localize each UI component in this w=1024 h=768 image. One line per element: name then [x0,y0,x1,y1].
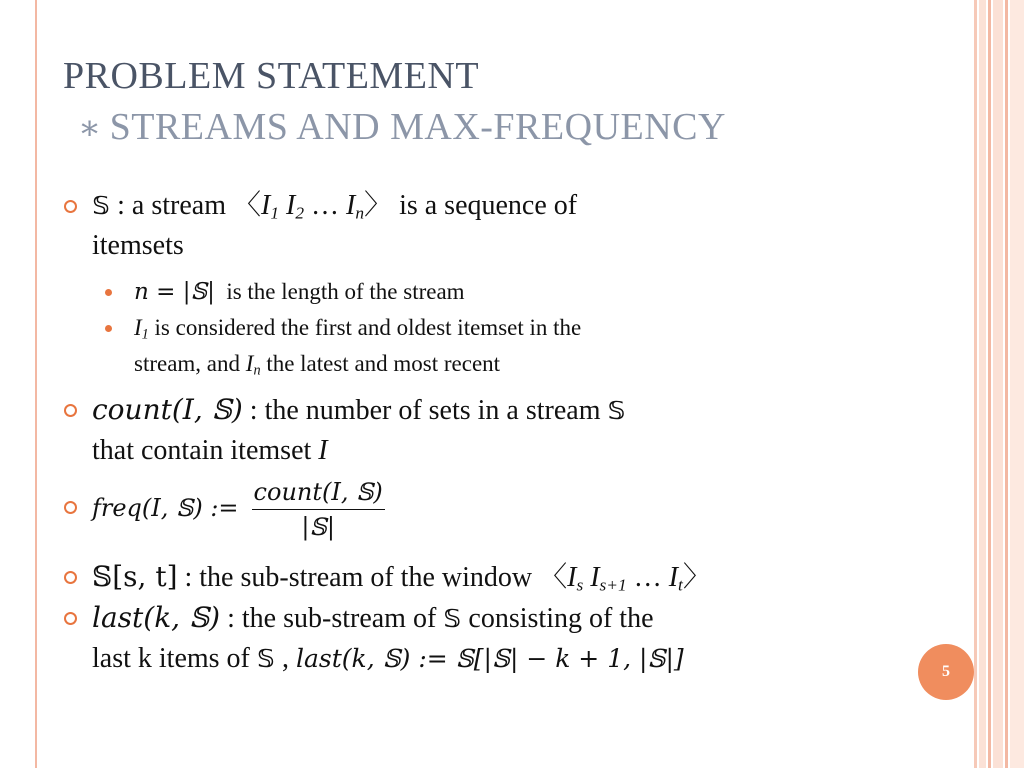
text: : the sub-stream of [227,603,437,634]
dot-bullet-icon [105,289,112,296]
math-freq-lhs: freq(I, 𝕊) := [92,493,239,522]
text: : the sub-stream of the window [184,562,533,593]
text: : a stream [117,190,226,221]
math-substream: 𝕊[s, t] [92,560,178,593]
right-decorative-stripes [974,0,1024,768]
text: last k items of [92,643,250,674]
left-border-line [35,0,37,768]
page-number-badge: 5 [918,644,974,700]
slide-subtitle [78,106,726,150]
asterisk-icon: ∗ [78,110,102,147]
sub-bullet-length [62,274,882,310]
circle-bullet-icon [64,501,77,514]
math-window-sequence: 〈$I_s$ $I_{s+1}$ … $I_t$〉 [539,562,711,595]
math-last: last(k, 𝕊) [92,601,221,634]
text: is the length of the stream [226,279,465,304]
bullet-substream-window [62,557,882,598]
text: stream, and [134,351,241,376]
slide-body [62,186,882,679]
bullet-count-definition: count(I, 𝕊) : the number of sets in a stream 𝕊 that contain itemset I [62,390,882,471]
text: that contain itemset [92,435,312,466]
bullet-freq-definition [62,477,882,549]
bullet-stream-definition [62,186,882,266]
slide-title: PROBLEM STATEMENT [63,55,480,97]
text: is a sequence of [399,190,578,221]
subtitle-text: STREAMS AND MAX-FREQUENCY [109,106,726,148]
math-n-equals-abs-S: n = |𝕊| [134,279,215,305]
text: the latest and most recent [266,351,501,376]
circle-bullet-icon [64,571,77,584]
math-freq-fraction: $\frac{\text{count(I, 𝕊)}}{\text{|𝕊|}}$ [253,478,383,541]
text: itemsets [92,230,184,261]
circle-bullet-icon [64,612,77,625]
sub-bullet-first-latest: $I_1$ is considered the first and oldest itemset in the stream, and $I_n$ the latest and most recent [62,310,882,382]
dot-bullet-icon [105,325,112,332]
math-last-definition: last(k, 𝕊) := 𝕊[|𝕊| − k + 1, |𝕊|] [296,644,684,673]
bullet-last-k-items: last(k, 𝕊) : the sub-stream of 𝕊 consisting of the last k items of 𝕊 , last(k, 𝕊) := 𝕊[|𝕊| − k + 1, |𝕊|] [62,598,882,679]
text: is considered the first and oldest itemset in the [154,315,582,340]
text: consisting of the [468,603,654,634]
math-S: 𝕊 [92,191,111,220]
math-count: count(I, 𝕊) [92,393,243,426]
math-sequence: 〈$I_1$ $I_2$ … $I_n$〉 [232,190,393,223]
text: : the number of sets in a stream [249,395,601,426]
circle-bullet-icon [64,200,77,213]
circle-bullet-icon [64,404,77,417]
